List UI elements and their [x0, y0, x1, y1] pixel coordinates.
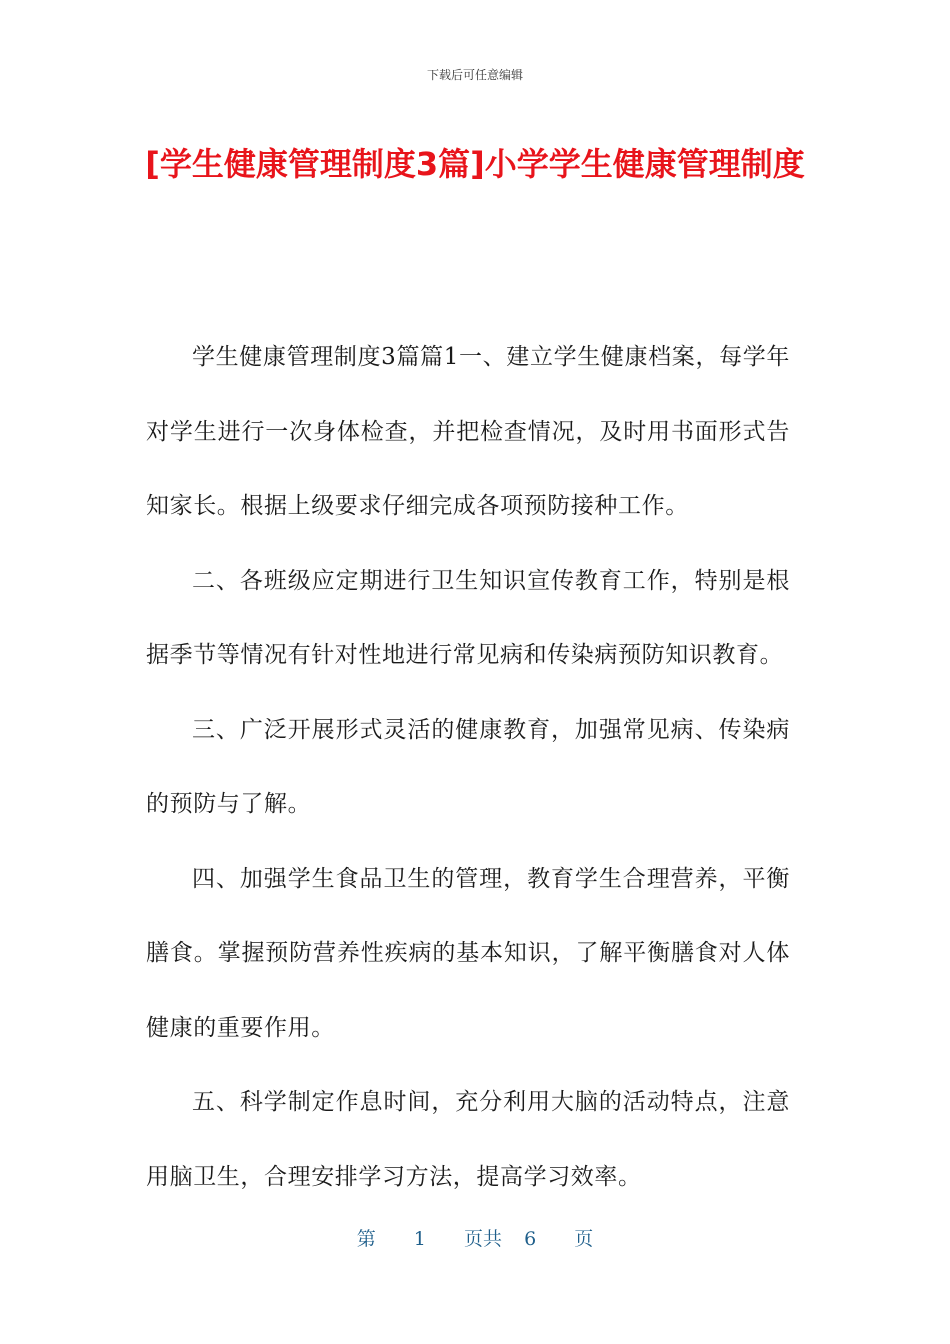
paragraph-1: 学生健康管理制度3篇篇1一、建立学生健康档案，每学年对学生进行一次身体检查，并把检查情况，及时用书面形式告知家长。根据上级要求仔细完成各项预防接种工作。 [146, 344, 790, 519]
footer-middle: 页共 [463, 1228, 502, 1250]
footer-suffix: 页 [574, 1228, 594, 1250]
page-footer [0, 1224, 950, 1251]
paragraph-3: 三、广泛开展形式灵活的健康教育，加强常见病、传染病的预防与了解。 [146, 716, 790, 817]
document-body [146, 320, 790, 1214]
header-note: 下载后可任意编辑 [426, 68, 523, 82]
paragraph-4: 四、加强学生食品卫生的管理，教育学生合理营养，平衡膳食。掌握预防营养性疾病的基本知识，了解平衡膳食对人体健康的重要作用。 [146, 865, 790, 1041]
footer-total-pages: 6 [524, 1228, 537, 1250]
document-title: [学生健康管理制度3篇]小学学生健康管理制度 [145, 145, 805, 183]
footer-current-page: 1 [413, 1228, 426, 1250]
footer-prefix: 第 [356, 1228, 376, 1250]
paragraph-5: 五、科学制定作息时间，充分利用大脑的活动特点，注意用脑卫生，合理安排学习方法，提高学习效率。 [146, 1089, 790, 1190]
paragraph-2: 二、各班级应定期进行卫生知识宣传教育工作，特别是根据季节等情况有针对性地进行常见病和传染病预防知识教育。 [146, 567, 790, 668]
